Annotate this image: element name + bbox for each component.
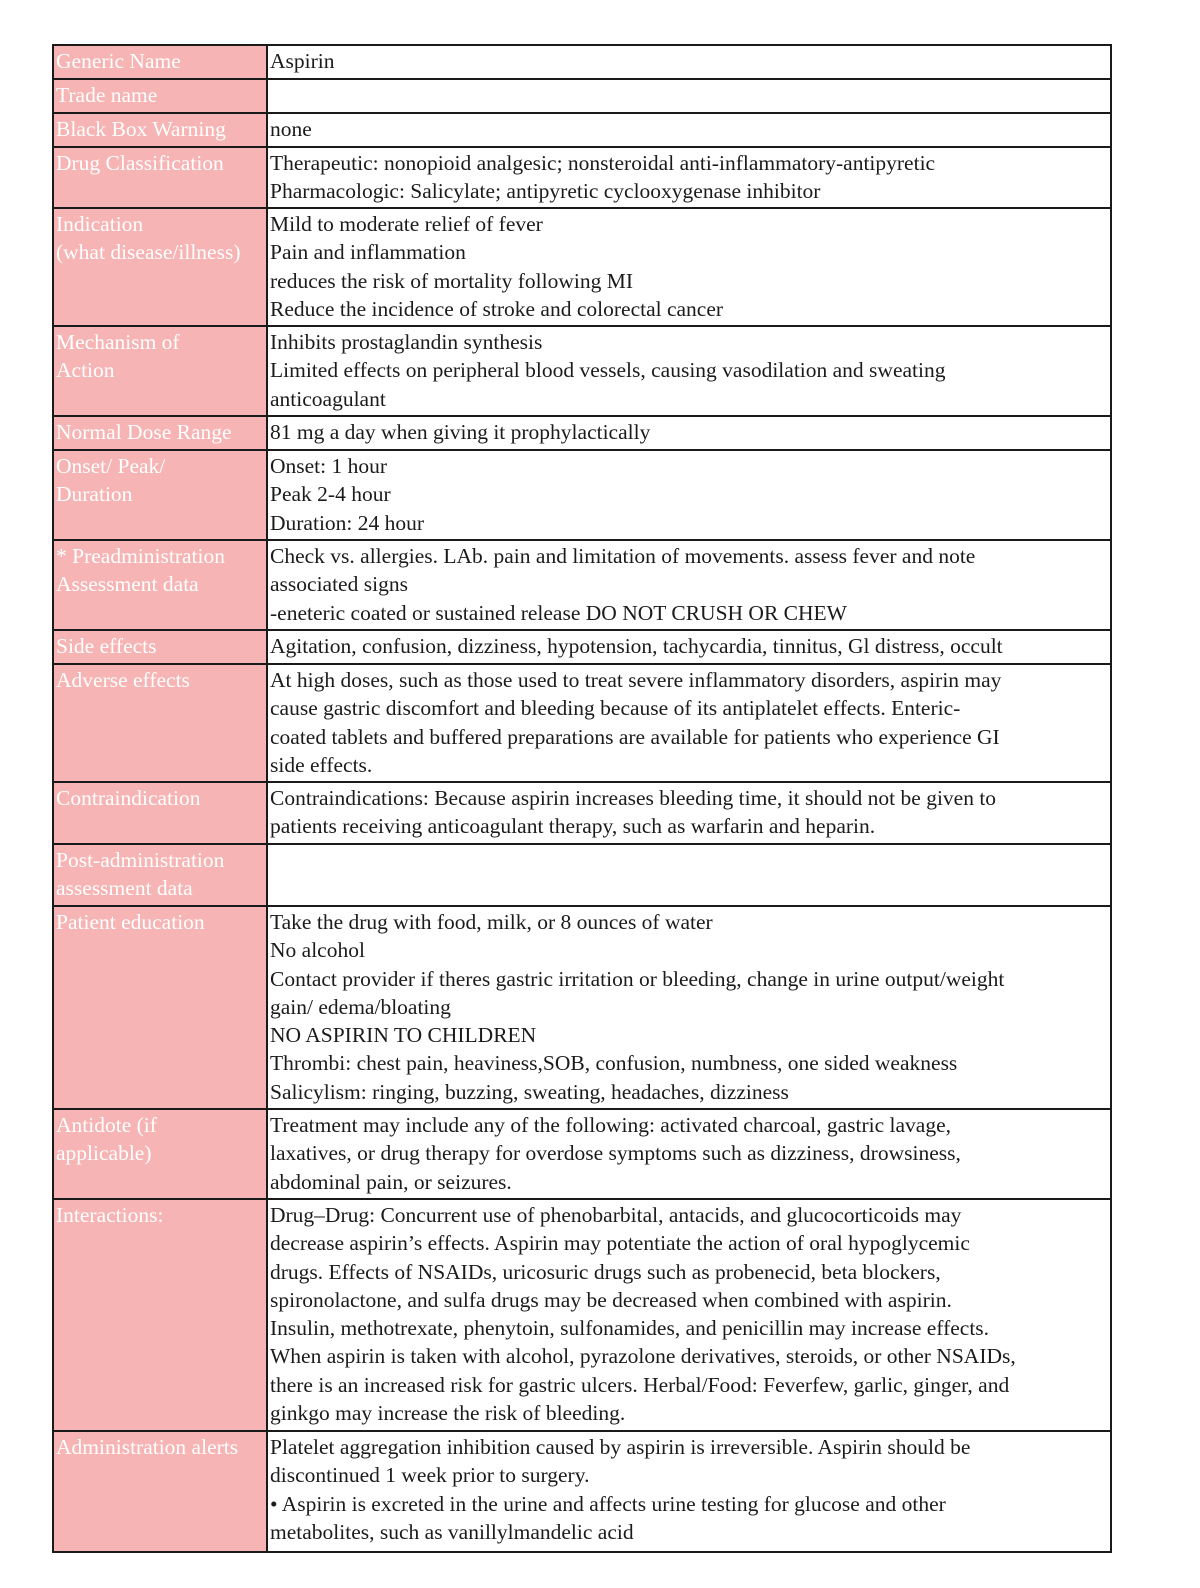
label-line: applicable) xyxy=(56,1141,152,1166)
value-line: Inhibits prostaglandin synthesis xyxy=(270,330,543,354)
value-line: Agitation, confusion, dizziness, hypotension, tachycardia, tinnitus, Gl distress, occult xyxy=(270,634,1003,658)
label-cell xyxy=(54,417,268,449)
drug-card-table xyxy=(52,44,1112,1553)
label-line: Side effects xyxy=(56,634,157,658)
label-cell xyxy=(54,451,268,539)
label-cell xyxy=(54,114,268,146)
row-black-box-warning xyxy=(54,114,1110,148)
value-line: 81 mg a day when giving it prophylactically xyxy=(270,420,651,444)
value-line: cause gastric discomfort and bleeding because of its antiplatelet effects. Enteric- xyxy=(270,696,961,721)
label-line: Mechanism of xyxy=(56,330,180,354)
value-line: NO ASPIRIN TO CHILDREN xyxy=(270,1023,537,1048)
value-line: associated signs xyxy=(270,572,408,597)
row-trade-name xyxy=(54,80,1110,114)
value-line: none xyxy=(270,117,312,141)
label-cell xyxy=(54,631,268,663)
value-cell xyxy=(268,148,1110,207)
value-line: drugs. Effects of NSAIDs, uricosuric drugs such as probenecid, beta blockers, xyxy=(270,1259,941,1284)
value-line: At high doses, such as those used to treat severe inflammatory disorders, aspirin may xyxy=(270,668,1002,692)
label-cell xyxy=(54,541,268,629)
label-line: Duration xyxy=(56,482,133,507)
value-line: Insulin, methotrexate, phenytoin, sulfonamides, and penicillin may increase effects. xyxy=(270,1316,990,1341)
label-cell xyxy=(54,907,268,1108)
value-cell xyxy=(268,417,1110,449)
label-cell xyxy=(54,327,268,415)
label-line: Contraindication xyxy=(56,786,201,810)
value-line: When aspirin is taken with alcohol, pyrazolone derivatives, steroids, or other NSAIDs, xyxy=(270,1344,1016,1369)
value-line: Check vs. allergies. LAb. pain and limitation of movements. assess fever and note xyxy=(270,544,976,568)
value-line: decrease aspirin’s effects. Aspirin may potentiate the action of oral hypoglycemic xyxy=(270,1231,970,1256)
row-onset-peak-duration xyxy=(54,451,1110,541)
label-cell xyxy=(54,209,268,325)
value-line: spironolactone, and sulfa drugs may be decreased when combined with aspirin. xyxy=(270,1287,952,1312)
value-line: Salicylism: ringing, buzzing, sweating, headaches, dizziness xyxy=(270,1079,789,1104)
label-line: Trade name xyxy=(56,83,158,107)
value-line: there is an increased risk for gastric ulcers. Herbal/Food: Feverfew, garlic, ginger, and xyxy=(270,1372,1010,1397)
row-normal-dose-range xyxy=(54,417,1110,451)
value-line: Aspirin xyxy=(270,49,335,73)
value-cell xyxy=(268,631,1110,663)
row-contraindication xyxy=(54,783,1110,845)
label-cell xyxy=(54,1110,268,1198)
row-mechanism-of-action xyxy=(54,327,1110,417)
value-line: Take the drug with food, milk, or 8 ounces of water xyxy=(270,910,713,934)
label-cell xyxy=(54,845,268,905)
label-line: * Preadministration xyxy=(56,544,225,568)
label-line: (what disease/illness) xyxy=(56,240,241,265)
label-line: Normal Dose Range xyxy=(56,420,232,444)
label-line: Generic Name xyxy=(56,49,181,73)
value-cell xyxy=(268,1432,1110,1551)
value-line: Mild to moderate relief of fever xyxy=(270,212,543,236)
label-line: Interactions: xyxy=(56,1203,164,1227)
value-line: discontinued 1 week prior to surgery. xyxy=(270,1463,590,1488)
row-interactions xyxy=(54,1200,1110,1432)
row-administration-alerts xyxy=(54,1432,1110,1551)
label-cell xyxy=(54,1432,268,1551)
value-line: Pharmacologic: Salicylate; antipyretic cyclooxygenase inhibitor xyxy=(270,179,821,204)
value-line: anticoagulant xyxy=(270,386,386,411)
row-preadministration-assessment xyxy=(54,541,1110,631)
label-line: Assessment data xyxy=(56,572,199,597)
value-line: ginkgo may increase the risk of bleeding. xyxy=(270,1401,626,1426)
value-cell xyxy=(268,1110,1110,1198)
row-antidote xyxy=(54,1110,1110,1200)
label-cell xyxy=(54,783,268,843)
row-drug-classification xyxy=(54,148,1110,209)
label-cell xyxy=(54,1200,268,1430)
value-cell xyxy=(268,80,1110,112)
label-line: Indication xyxy=(56,212,144,236)
value-line: Limited effects on peripheral blood vessels, causing vasodilation and sweating xyxy=(270,358,946,383)
row-generic-name xyxy=(54,46,1110,80)
value-line: Treatment may include any of the following: activated charcoal, gastric lavage, xyxy=(270,1113,951,1137)
label-line: assessment data xyxy=(56,876,193,901)
value-cell xyxy=(268,209,1110,325)
value-cell xyxy=(268,46,1110,78)
value-line: Drug–Drug: Concurrent use of phenobarbital, antacids, and glucocorticoids may xyxy=(270,1203,962,1227)
value-line: abdominal pain, or seizures. xyxy=(270,1169,512,1194)
label-cell xyxy=(54,80,268,112)
label-line: Adverse effects xyxy=(56,668,190,692)
label-cell xyxy=(54,148,268,207)
value-line: Onset: 1 hour xyxy=(270,454,388,478)
value-line: Peak 2-4 hour xyxy=(270,482,391,507)
value-line: Duration: 24 hour xyxy=(270,510,425,535)
value-line: reduces the risk of mortality following MI xyxy=(270,268,634,293)
label-line: Antidote (if xyxy=(56,1113,157,1137)
value-line: -eneteric coated or sustained release DO NOT CRUSH OR CHEW xyxy=(270,600,847,625)
label-cell xyxy=(54,665,268,781)
value-line: Contraindications: Because aspirin increases bleeding time, it should not be given to xyxy=(270,786,997,810)
value-line: Contact provider if theres gastric irritation or bleeding, change in urine output/weight xyxy=(270,966,1005,991)
value-line: No alcohol xyxy=(270,938,365,963)
label-line: Onset/ Peak/ xyxy=(56,454,166,478)
row-post-administration-assessment xyxy=(54,845,1110,907)
value-line: gain/ edema/bloating xyxy=(270,994,451,1019)
value-line: Therapeutic: nonopioid analgesic; nonsteroidal anti-inflammatory-antipyretic xyxy=(270,151,936,175)
value-cell xyxy=(268,451,1110,539)
value-line: patients receiving anticoagulant therapy, such as warfarin and heparin. xyxy=(270,814,876,839)
row-adverse-effects xyxy=(54,665,1110,783)
value-cell xyxy=(268,327,1110,415)
value-cell xyxy=(268,783,1110,843)
value-cell xyxy=(268,114,1110,146)
label-line: Drug Classification xyxy=(56,151,224,175)
value-cell xyxy=(268,1200,1110,1430)
row-indication xyxy=(54,209,1110,327)
value-line: metabolites, such as vanillylmandelic acid xyxy=(270,1519,634,1544)
label-line: Administration alerts xyxy=(56,1435,239,1459)
label-line: Patient education xyxy=(56,910,205,934)
label-line: Action xyxy=(56,358,115,383)
row-patient-education xyxy=(54,907,1110,1110)
value-line: laxatives, or drug therapy for overdose symptoms such as dizziness, drowsiness, xyxy=(270,1141,961,1166)
value-line: side effects. xyxy=(270,752,373,777)
value-cell xyxy=(268,845,1110,905)
value-line: Thrombi: chest pain, heaviness,SOB, confusion, numbness, one sided weakness xyxy=(270,1051,958,1076)
value-line: coated tablets and buffered preparations are available for patients who experience GI xyxy=(270,724,1000,749)
value-line: Reduce the incidence of stroke and colorectal cancer xyxy=(270,296,724,321)
row-side-effects xyxy=(54,631,1110,665)
value-line: • Aspirin is excreted in the urine and affects urine testing for glucose and other xyxy=(270,1491,946,1516)
value-line: Pain and inflammation xyxy=(270,240,466,265)
label-line: Post-administration xyxy=(56,848,225,872)
value-cell xyxy=(268,907,1110,1108)
value-cell xyxy=(268,665,1110,781)
value-line: Platelet aggregation inhibition caused by aspirin is irreversible. Aspirin should be xyxy=(270,1435,971,1459)
value-cell xyxy=(268,541,1110,629)
label-cell xyxy=(54,46,268,78)
label-line: Black Box Warning xyxy=(56,117,226,141)
